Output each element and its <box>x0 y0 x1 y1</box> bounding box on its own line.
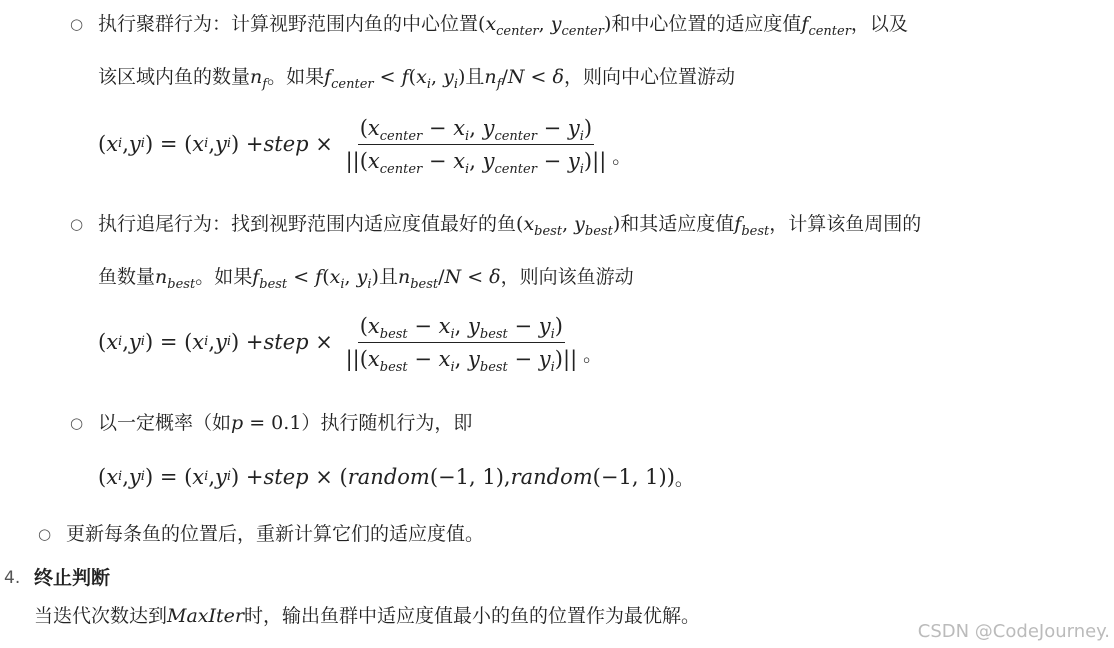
bullet-icon: ○ <box>70 414 84 432</box>
watermark: CSDN @CodeJourney. <box>917 621 1110 642</box>
cluster-fraction: $\frac{(x_{center} - x_i, y_{center} - y_i)}{||(x_{center} - x_i, y_{center} - y_i)||}$ <box>345 115 607 177</box>
random-line-1: 以一定概率（如p = 0.1）执行随机行为，即 <box>98 412 473 434</box>
section-body: 当迭代次数达到MaxIter时，输出鱼群中适应度值最小的鱼的位置作为最优解。 <box>34 605 700 627</box>
bullet-icon: ○ <box>70 15 84 33</box>
random-equation: ( x i , y i ) = ( x i , y i ) + step × ( random (−1, 1), random (−1, 1)) 。 <box>98 465 694 490</box>
follow-equation: ( x i , y i ) = ( x i , y i ) + step × $\frac{(x_{best} - x_i, y_{best} - y_i)}{||(x_{best} - x_i, y_{best} - y_i)||}$ 。 <box>98 313 603 375</box>
section-title: 终止判断 <box>34 567 111 589</box>
follow-line-2: 鱼数量$n_{best}$。如果$f_{best} < f(x_i$, $y_i$)且$n_{best}/N < \delta$，则向该鱼游动 <box>98 266 634 292</box>
follow-line-1: 执行追尾行为：找到视野范围内适应度值最好的鱼($x_{best}$, $y_{best}$)和其适应度值$f_{best}$，计算该鱼周围的 <box>98 213 922 239</box>
follow-fraction: $\frac{(x_{best} - x_i, y_{best} - y_i)}{||(x_{best} - x_i, y_{best} - y_i)||}$ <box>345 313 578 375</box>
cluster-line-2: 该区域内鱼的数量$n_f$。如果$f_{center} < f(x_i$, $y_i$)且$n_f/N < \delta$，则向中心位置游动 <box>98 66 735 92</box>
bullet-icon: ○ <box>70 215 84 233</box>
cluster-line-1: 执行聚群行为：计算视野范围内鱼的中心位置($x_{center}$, $y_{center}$)和中心位置的适应度值$f_{center}$，以及 <box>98 13 908 39</box>
section-number: 4. <box>4 568 21 588</box>
update-line: 更新每条鱼的位置后，重新计算它们的适应度值。 <box>66 523 485 545</box>
bullet-icon: ○ <box>38 525 52 543</box>
cluster-equation: ( x i , y i ) = ( x i , y i ) + step × $\frac{(x_{center} - x_i, y_{center} - y_i)}{||(x_{center} - x_i, y_{center} - y_i)||}$ 。 <box>98 115 632 177</box>
